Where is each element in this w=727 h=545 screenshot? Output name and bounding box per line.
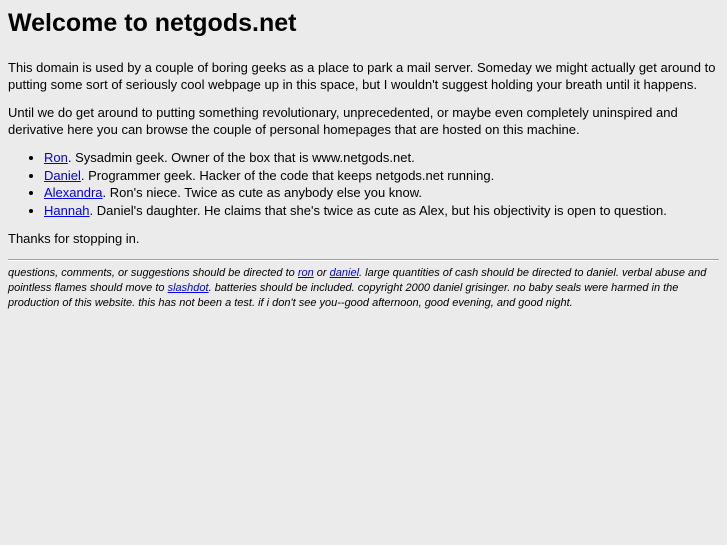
link-alexandra[interactable]: Alexandra bbox=[44, 185, 103, 200]
browse-paragraph: Until we do get around to putting something revolutionary, unprecedented, or maybe even completely uninspired and derivative here you can browse the couple of personal homepages that are hosted on this machine. bbox=[8, 105, 678, 137]
list-item-description: . Daniel's daughter. He claims that she's twice as cute as Alex, but his objectivity is open to question. bbox=[89, 202, 667, 218]
footer-link-ron[interactable]: ron bbox=[297, 267, 314, 279]
link-ron[interactable]: Ron bbox=[44, 150, 68, 165]
footer-text-part: . large quantities of cash should be directed to daniel. verbal abuse and pointless flames should move to bbox=[8, 267, 707, 294]
footer-text-part: or bbox=[313, 267, 330, 279]
list-item bbox=[44, 184, 719, 202]
list-item bbox=[44, 167, 719, 185]
homepage-list bbox=[8, 149, 719, 219]
list-item bbox=[44, 149, 719, 167]
footer-text bbox=[8, 266, 719, 311]
link-hannah[interactable]: Hannah bbox=[44, 202, 90, 218]
link-daniel[interactable]: Daniel bbox=[44, 167, 81, 183]
footer-text-part: questions, comments, or suggestions should be directed to bbox=[8, 267, 298, 279]
list-item-description: . Programmer geek. Hacker of the code that keeps netgods.net running. bbox=[80, 167, 495, 183]
footer-text-part: . batteries should be included. copyright 2000 daniel grisinger. no baby seals were harmed in the production of this website. this has not been a test. if i don't see you--good afternoon, good evening, and good night. bbox=[8, 282, 679, 309]
list-item bbox=[44, 202, 719, 220]
page-title: Welcome to netgods.net bbox=[8, 9, 297, 37]
list-item-description: . Sysadmin geek. Owner of the box that is www.netgods.net. bbox=[67, 150, 415, 165]
footer-link-daniel[interactable]: daniel bbox=[329, 267, 360, 279]
intro-paragraph: This domain is used by a couple of boring geeks as a place to park a mail server. Someday we might actually get around to putting some sort of seriously cool webpage up in this space, but I wouldn't suggest holding your breath until it happens. bbox=[8, 60, 716, 92]
list-item-description: . Ron's niece. Twice as cute as anybody else you know. bbox=[102, 185, 423, 200]
thanks-text: Thanks for stopping in. bbox=[8, 231, 140, 246]
divider bbox=[8, 259, 719, 261]
footer-link-slashdot[interactable]: slashdot bbox=[167, 282, 209, 294]
